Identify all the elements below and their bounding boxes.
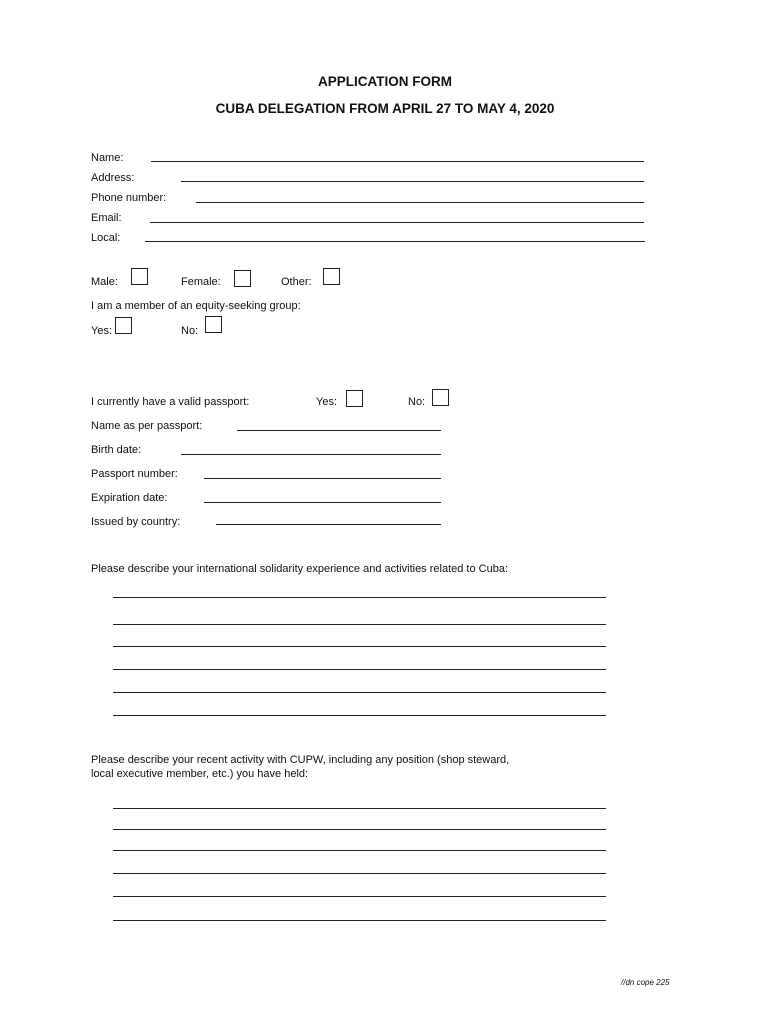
passport-name-label: Name as per passport: xyxy=(91,420,203,432)
cupw-answer-line[interactable] xyxy=(113,920,606,921)
solidarity-answer-line[interactable] xyxy=(113,646,606,647)
address-field[interactable] xyxy=(181,181,644,182)
cupw-answer-line[interactable] xyxy=(113,808,606,809)
local-label: Local: xyxy=(91,232,121,244)
female-checkbox[interactable] xyxy=(234,270,251,287)
local-field[interactable] xyxy=(145,241,645,242)
issued-by-label: Issued by country: xyxy=(91,516,181,528)
email-label: Email: xyxy=(91,212,122,224)
cupw-question-line2: local executive member, etc.) you have held: xyxy=(91,768,309,780)
address-label: Address: xyxy=(91,172,135,184)
equity-question: I am a member of an equity-seeking group: xyxy=(91,300,301,312)
cupw-answer-line[interactable] xyxy=(113,873,606,874)
expiration-date-field[interactable] xyxy=(204,502,441,503)
email-field[interactable] xyxy=(150,222,644,223)
solidarity-question: Please describe your international solidarity experience and activities related to Cuba: xyxy=(91,563,509,575)
form-subtitle: CUBA DELEGATION FROM APRIL 27 TO MAY 4, 2020 xyxy=(215,101,555,116)
footer-code: //dn cope 225 xyxy=(621,978,670,987)
male-label: Male: xyxy=(91,276,118,288)
male-checkbox[interactable] xyxy=(131,268,148,285)
name-field[interactable] xyxy=(151,161,644,162)
other-checkbox[interactable] xyxy=(323,268,340,285)
cupw-answer-line[interactable] xyxy=(113,829,606,830)
equity-yes-label: Yes: xyxy=(91,325,113,337)
equity-yes-checkbox[interactable] xyxy=(115,317,132,334)
passport-number-field[interactable] xyxy=(204,478,441,479)
cupw-question-line1: Please describe your recent activity with CUPW, including any position (shop steward, xyxy=(91,754,510,766)
passport-no-checkbox[interactable] xyxy=(432,389,449,406)
other-label: Other: xyxy=(281,276,312,288)
issued-by-field[interactable] xyxy=(216,524,441,525)
name-label: Name: xyxy=(91,152,124,164)
solidarity-answer-line[interactable] xyxy=(113,692,606,693)
passport-name-field[interactable] xyxy=(237,430,441,431)
passport-yes-checkbox[interactable] xyxy=(346,390,363,407)
passport-number-label: Passport number: xyxy=(91,468,178,480)
passport-question: I currently have a valid passport: xyxy=(91,396,250,408)
phone-label: Phone number: xyxy=(91,192,167,204)
birth-date-field[interactable] xyxy=(181,454,441,455)
phone-field[interactable] xyxy=(196,202,644,203)
birth-date-label: Birth date: xyxy=(91,444,142,456)
form-title: APPLICATION FORM xyxy=(318,74,452,89)
solidarity-answer-line[interactable] xyxy=(113,715,606,716)
cupw-answer-line[interactable] xyxy=(113,896,606,897)
cupw-answer-line[interactable] xyxy=(113,850,606,851)
solidarity-answer-line[interactable] xyxy=(113,669,606,670)
equity-no-checkbox[interactable] xyxy=(205,316,222,333)
passport-no-label: No: xyxy=(408,396,426,408)
solidarity-answer-line[interactable] xyxy=(113,624,606,625)
expiration-date-label: Expiration date: xyxy=(91,492,168,504)
equity-no-label: No: xyxy=(181,325,199,337)
solidarity-answer-line[interactable] xyxy=(113,597,606,598)
passport-yes-label: Yes: xyxy=(316,396,338,408)
female-label: Female: xyxy=(181,276,221,288)
